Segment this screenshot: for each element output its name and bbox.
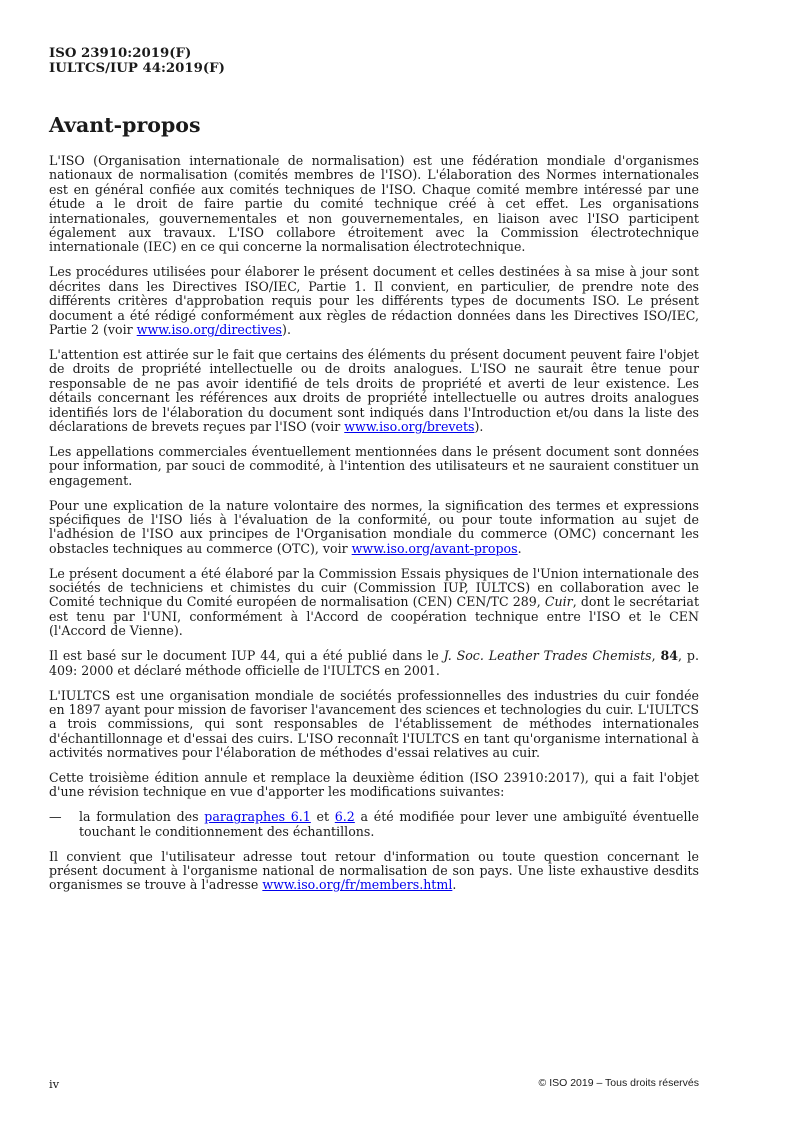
document-header [49,46,225,76]
page-title: Avant-propos [49,113,201,137]
link-brevets[interactable]: www.iso.org/brevets [344,418,475,434]
list-dash: — [49,809,62,825]
paragraph-patents: L'attention est attirée sur le fait que certains des éléments du présent document peuvent faire l'objet de droits de propriété intellectuelle ou de droits analogues. L'ISO ne saurait être tenue pour responsable de ne pas avoir identifié de tels droits de propriété et averti de leur existence. Les détails concernant les références aux droits de propriété intellectuelle ou autres droits analogues identifiés lors de l'élaboration du document sont indiqués dans l'Introduction et/ou dans la liste des déclarations de brevets reçues par l'ISO (voir www.iso.org/brevets). [49,346,699,434]
document-body [49,154,699,903]
link-directives[interactable]: www.iso.org/directives [136,321,283,337]
link-paragraph-6-1[interactable]: paragraphes 6.1 [204,809,311,825]
paragraph-voluntary: Pour une explication de la nature volontaire des normes, la signification des termes et expressions spécifiques de l'ISO liés à l'évaluation de la conformité, ou pour toute information au sujet de l'adhésion de l'ISO aux principes de l'Organisation mondiale du commerce (OMC) concernant les obstacles techniques au commerce (OTC), voir www.iso.org/avant-propos. [49,497,699,556]
iultcs-number: IULTCS/IUP 44:2019(F) [49,61,225,76]
list-item [49,810,699,839]
copyright-notice: © ISO 2019 – Tous droits réservés [538,1077,699,1089]
paragraph-trade-names: Les appellations commerciales éventuellement mentionnées dans le présent document sont données pour information, par souci de commodité, à l'intention des utilisateurs et ne sauraient constituer un engagement. [49,443,699,488]
link-paragraph-6-2[interactable]: 6.2 [334,809,355,825]
document-number: ISO 23910:2019(F) [49,46,192,61]
page-number: iv [49,1077,60,1091]
paragraph-iso-intro: L'ISO (Organisation internationale de normalisation) est une fédération mondiale d'organismes nationaux de normalisation (comités membres de l'ISO). L'élaboration des Normes internationales est en général confiée aux comités techniques de l'ISO. Chaque comité membre intéressé par une étude a le droit de faire partie du comité technique créé à cet effet. Les organisations internationales, gouvernementales et non gouvernementales, en liaison avec l'ISO participent également aux travaux. L'ISO collabore étroitement avec la Commission électrotechnique internationale (IEC) en ce qui concerne la normalisation électrotechnique. [49,153,699,255]
paragraph-based-on: Il est basé sur le document IUP 44, qui a été publié dans le J. Soc. Leather Trades Chemists, 84, p. 409: 2000 et déclaré méthode officielle de l'IULTCS en 2001. [49,648,699,678]
paragraph-procedures: Les procédures utilisées pour élaborer le présent document et celles destinées à sa mise à jour sont décrites dans les Directives ISO/IEC, Partie 1. Il convient, en particulier, de prendre note des différents critères d'approbation requis pour les différents types de documents ISO. Le présent document a été rédigé conformément aux règles de rédaction données dans les Directives ISO/IEC, Partie 2 (voir www.iso.org/directives). [49,264,699,337]
paragraph-feedback: Il convient que l'utilisateur adresse tout retour d'information ou toute question concernant le présent document à l'organisme national de normalisation de son pays. Une liste exhaustive desdits organismes se trouve à l'adresse www.iso.org/fr/members.html. [49,848,699,893]
paragraph-iultcs: L'IULTCS est une organisation mondiale de sociétés professionnelles des industries du cuir fondée en 1897 ayant pour mission de favoriser l'avancement des sciences et technologies du cuir. L'IULTCS a trois commissions, qui sont responsables de l'établissement de méthodes internationales d'échantillonnage et d'essai des cuirs. L'ISO reconnaît l'IULTCS en tant qu'organisme international à activités normatives pour l'élaboration de méthodes d'essai relatives au cuir. [49,687,699,761]
list-item-text: la formulation des paragraphes 6.1 et 6.2 a été modifiée pour lever une ambiguïté éventuelle touchant le conditionnement des échantillons. [79,809,699,839]
link-avant-propos[interactable]: www.iso.org/avant-propos [351,540,518,556]
paragraph-edition: Cette troisième édition annule et remplace la deuxième édition (ISO 23910:2017), qui a fait l'objet d'une révision technique en vue d'apporter les modifications suivantes: [49,770,699,800]
paragraph-prepared-by: Le présent document a été élaboré par la Commission Essais physiques de l'Union internationale des sociétés de techniciens et chimistes du cuir (Commission IUP, IULTCS) en collaboration avec le Comité technique du Comité européen de normalisation (CEN) CEN/TC 289, Cuir, dont le secrétariat est tenu par l'UNI, conformément à l'Accord de coopération technique entre l'ISO et le CEN (l'Accord de Vienne). [49,565,700,639]
link-members[interactable]: www.iso.org/fr/members.html [262,877,453,893]
